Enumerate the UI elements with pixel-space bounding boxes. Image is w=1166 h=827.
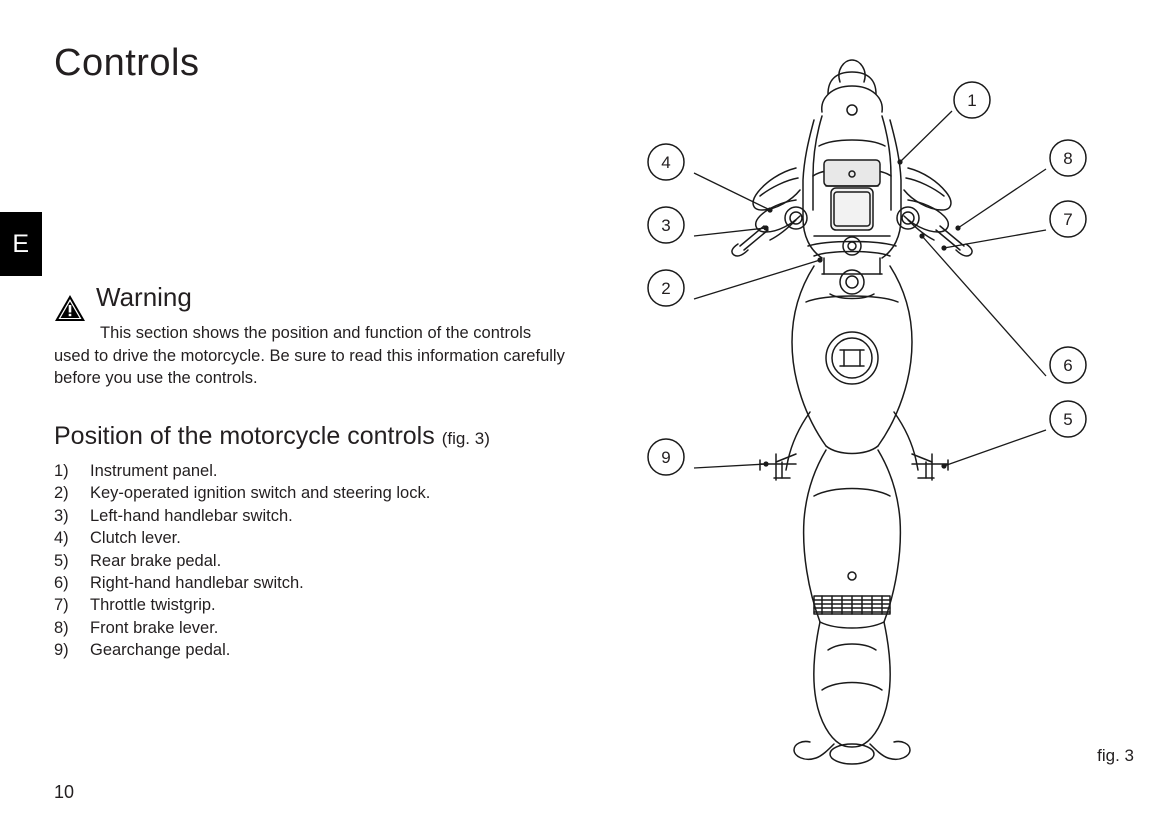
callout-1: 1 — [967, 91, 977, 110]
warning-title: Warning — [96, 282, 192, 312]
list-item-label: Left-hand handlebar switch. — [90, 506, 293, 525]
subsection-heading — [54, 422, 490, 451]
list-item — [54, 639, 614, 661]
list-item-label: Clutch lever. — [90, 529, 181, 548]
list-item-label: Gearchange pedal. — [90, 641, 231, 660]
list-item-label: Throttle twistgrip. — [90, 596, 216, 615]
callout-4: 4 — [661, 153, 671, 172]
callout-7: 7 — [1063, 210, 1073, 229]
list-item-number: 8) — [54, 618, 69, 637]
callout-5: 5 — [1063, 410, 1073, 429]
warning-text: This section shows the position and function of the controls used to drive the motorcycle. Be sure to read this information carefully before you use the controls. — [54, 324, 565, 387]
list-item — [54, 505, 614, 527]
list-item-number: 4) — [54, 529, 69, 548]
page-title: Controls — [54, 42, 200, 84]
list-item-number: 6) — [54, 574, 69, 593]
list-item — [54, 460, 614, 482]
list-item — [54, 572, 614, 594]
callout-2: 2 — [661, 279, 671, 298]
subsection-figure-ref: (fig. 3) — [441, 429, 490, 448]
section-tab: E — [0, 212, 42, 276]
page-number: 10 — [54, 782, 75, 802]
list-item-label: Right-hand handlebar switch. — [90, 574, 304, 593]
motorcycle-line-drawing — [600, 50, 1160, 790]
list-item-label: Key-operated ignition switch and steering lock. — [90, 484, 431, 503]
list-item-label: Front brake lever. — [90, 618, 219, 637]
controls-list — [54, 460, 614, 662]
list-item — [54, 550, 614, 572]
list-item-number: 9) — [54, 641, 69, 660]
list-item — [54, 594, 614, 616]
list-item — [54, 482, 614, 504]
list-item-number: 7) — [54, 596, 69, 615]
list-item — [54, 527, 614, 549]
figure-caption: fig. 3 — [1097, 746, 1134, 765]
callout-9: 9 — [661, 448, 671, 467]
list-item — [54, 617, 614, 639]
callout-6: 6 — [1063, 356, 1073, 375]
list-item-number: 3) — [54, 506, 69, 525]
warning-triangle-icon — [54, 294, 86, 322]
callout-8: 8 — [1063, 149, 1073, 168]
list-item-number: 2) — [54, 484, 69, 503]
list-item-label: Rear brake pedal. — [90, 551, 222, 570]
warning-block — [54, 282, 569, 390]
list-item-label: Instrument panel. — [90, 462, 218, 480]
list-item-number: 5) — [54, 551, 69, 570]
callout-3: 3 — [661, 216, 671, 235]
figure-motorcycle-top-view — [600, 50, 1160, 790]
list-item-number: 1) — [54, 462, 69, 480]
subsection-heading-text: Position of the motorcycle controls — [54, 422, 435, 450]
warning-header — [54, 282, 569, 320]
